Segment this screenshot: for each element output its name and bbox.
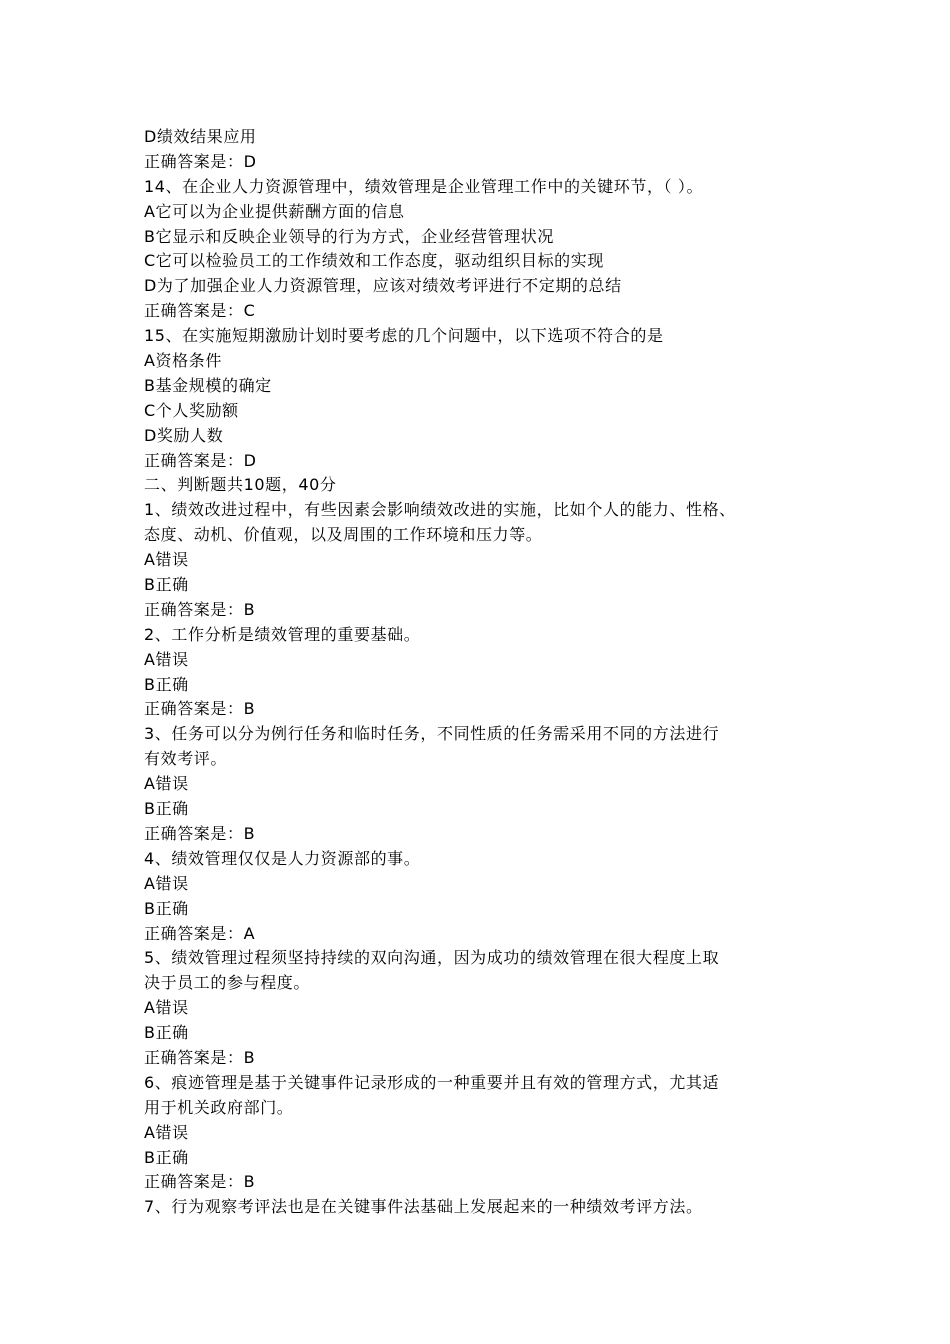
text-line: D为了加强企业人力资源管理，应该对绩效考评进行不定期的总结 xyxy=(144,276,622,296)
text-line: 7、行为观察考评法也是在关键事件法基础上发展起来的一种绩效考评方法。 xyxy=(144,1197,703,1217)
text-line: 二、判断题共10题，40分 xyxy=(144,475,337,495)
text-line: 6、痕迹管理是基于关键事件记录形成的一种重要并且有效的管理方式，尤其适 xyxy=(144,1072,720,1092)
text-line: 态度、动机、价值观，以及周围的工作环境和压力等。 xyxy=(144,525,543,545)
text-line: A错误 xyxy=(144,873,189,893)
text-line: B正确 xyxy=(144,575,189,595)
text-line: A资格条件 xyxy=(144,351,222,371)
text-line: 正确答案是：B xyxy=(144,823,256,843)
text-line: 4、绩效管理仅仅是人力资源部的事。 xyxy=(144,848,421,868)
text-line: A它可以为企业提供薪酬方面的信息 xyxy=(144,201,405,221)
text-line: D奖励人数 xyxy=(144,425,224,445)
text-line: 5、绩效管理过程须坚持持续的双向沟通，因为成功的绩效管理在很大程度上取 xyxy=(144,948,720,968)
text-line: 正确答案是：D xyxy=(144,450,257,470)
text-line: 决于员工的参与程度。 xyxy=(144,973,311,993)
text-line: 正确答案是：A xyxy=(144,923,256,943)
text-line: B正确 xyxy=(144,898,189,918)
text-line: B基金规模的确定 xyxy=(144,375,272,395)
text-line: B正确 xyxy=(144,1147,189,1167)
text-line: B它显示和反映企业领导的行为方式，企业经营管理状况 xyxy=(144,226,554,246)
text-line: C个人奖励额 xyxy=(144,400,239,420)
text-line: B正确 xyxy=(144,1023,189,1043)
text-line: 正确答案是：B xyxy=(144,699,256,719)
text-line: 正确答案是：D xyxy=(144,151,257,171)
text-line: C它可以检验员工的工作绩效和工作态度，驱动组织目标的实现 xyxy=(144,251,604,271)
text-line: 15、在实施短期激励计划时要考虑的几个问题中，以下选项不符合的是 xyxy=(144,326,664,346)
text-line: B正确 xyxy=(144,674,189,694)
text-line: 14、在企业人力资源管理中，绩效管理是企业管理工作中的关键环节，（ ）。 xyxy=(144,176,704,196)
text-line: 正确答案是：B xyxy=(144,1047,256,1067)
text-line: B正确 xyxy=(144,799,189,819)
text-line: A错误 xyxy=(144,774,189,794)
text-line: 1、绩效改进过程中，有些因素会影响绩效改进的实施，比如个人的能力、性格、 xyxy=(144,500,736,520)
text-line: A错误 xyxy=(144,998,189,1018)
document-body xyxy=(144,125,834,1220)
text-line: 3、任务可以分为例行任务和临时任务，不同性质的任务需采用不同的方法进行 xyxy=(144,724,720,744)
text-line: 2、工作分析是绩效管理的重要基础。 xyxy=(144,624,421,644)
text-line: 正确答案是：C xyxy=(144,301,256,321)
text-line: 用于机关政府部门。 xyxy=(144,1097,294,1117)
text-line: A错误 xyxy=(144,550,189,570)
text-line: 有效考评。 xyxy=(144,749,228,769)
text-line: 正确答案是：B xyxy=(144,599,256,619)
text-line: D绩效结果应用 xyxy=(144,127,257,146)
text-line: A错误 xyxy=(144,649,189,669)
text-line: 正确答案是：B xyxy=(144,1172,256,1192)
text-line: A错误 xyxy=(144,1122,189,1142)
